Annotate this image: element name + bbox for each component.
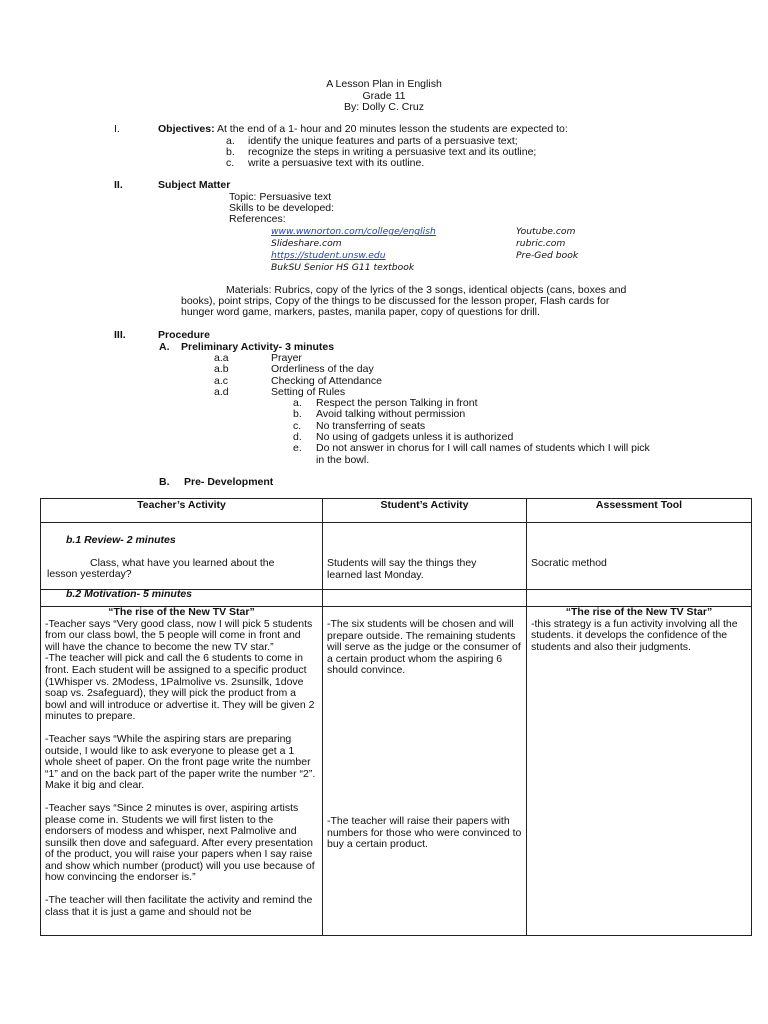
teacher-paragraph: -The teacher will pick and call the 6 students to come in front. Each student will be assigned to a specific product (1Whisper vs. 2Modess, 1Palmolive vs. 2sunsilk, 1dove soap vs. 2safeguard), they will pick the product from a bowl and will introduce or advertise it. They will be given 2 minutes to prepare.	[45, 652, 315, 723]
objectives-numeral: I.	[114, 123, 120, 135]
rule-letter: b.	[293, 408, 302, 420]
motivation-title-cell	[41, 590, 323, 607]
skills-line: Skills to be developed:	[229, 202, 335, 214]
rule-letter: d.	[293, 431, 302, 443]
rule-text: Avoid talking without permission	[316, 408, 466, 420]
subject-heading: Subject Matter	[158, 179, 231, 191]
page-title: A Lesson Plan in English	[326, 78, 442, 90]
review-teacher-cell	[41, 523, 323, 590]
tool-title: “The rise of the New TV Star”	[565, 606, 713, 618]
objective-letter: a.	[226, 135, 235, 147]
motivation-title: b.2 Motivation- 5 minutes	[66, 588, 193, 600]
step-text: Prayer	[271, 352, 302, 364]
rule-text: No using of gadgets unless it is authorized	[316, 431, 514, 443]
author-line: By: Dolly C. Cruz	[344, 101, 424, 113]
objective-item: identify the unique features and parts of a persuasive text;	[248, 135, 518, 147]
step-code: a.b	[214, 363, 229, 375]
objective-item: recognize the steps in writing a persuasive text and its outline;	[248, 146, 537, 158]
procedure-numeral: III.	[114, 329, 126, 341]
motivation-title-empty	[323, 590, 527, 607]
teacher-paragraph: -Teacher says “Since 2 minutes is over, aspiring artists please come in. Students we will first listen to the endorsers of modess and whisper, next Palmolive and sunsilk then dove and safeguard. After every presentation of the product, you will raise your papers when I say raise and show which number (product) will you use because of how convincing the endorser is.”	[45, 801, 315, 884]
subject-numeral: II.	[114, 179, 123, 191]
reference-item: Youtube.com	[516, 226, 576, 237]
motivation-title-empty	[527, 590, 752, 607]
header-assessment-tool: Assessment Tool	[527, 499, 752, 523]
motivation-teacher-cell	[41, 607, 323, 936]
rule-letter: c.	[293, 420, 302, 432]
step-text: Setting of Rules	[271, 386, 346, 398]
objective-letter: c.	[226, 157, 235, 169]
review-student-line: Students will say the things they	[327, 557, 477, 569]
references-label: References:	[229, 213, 286, 225]
tool-paragraph: -this strategy is a fun activity involving all the students. it develops the confidence of the students and also their judgments.	[531, 617, 738, 653]
table-header-row	[41, 499, 752, 523]
rule-text: Do not answer in chorus for I will call names of students which I will pick	[316, 442, 650, 454]
objectives-intro: At the end of a 1- hour and 20 minutes lesson the students are expected to:	[216, 123, 568, 135]
objectives-line	[158, 124, 568, 136]
teacher-paragraph: -Teacher says “Very good class, now I will pick 5 students from our class bowl, the 5 people will come in front and will have the chance to become the new TV star.”	[45, 617, 313, 653]
section-b-heading: Pre- Development	[184, 476, 274, 488]
table-row-motivation	[41, 607, 752, 936]
reference-item: BukSU Senior HS G11 textbook	[271, 262, 415, 273]
materials-line: hunger word game, markers, pastes, manila paper, copy of questions for drill.	[181, 306, 540, 318]
rule-letter: e.	[293, 442, 302, 454]
reference-item: Slideshare.com	[271, 238, 342, 249]
student-paragraph: -The teacher will raise their papers with numbers for those who were convinced to buy a certain product.	[327, 814, 522, 851]
student-paragraph: -The six students will be chosen and will prepare outside. The remaining students will serve as the judge or the consumer of a certain product whom the aspiring 6 should convince.	[327, 618, 521, 677]
activity-table	[40, 498, 752, 936]
review-teacher-line: Class, what have you learned about the	[90, 556, 275, 569]
section-a-letter: A.	[159, 341, 170, 353]
step-code: a.c	[214, 375, 229, 387]
rule-letter: a.	[293, 397, 302, 409]
motivation-student-cell	[323, 607, 527, 936]
materials-line: Materials: Rubrics, copy of the lyrics of the 3 songs, identical objects (cans, boxes and	[226, 284, 627, 296]
teacher-paragraph: -Teacher says “While the aspiring stars are preparing outside, I would like to ask everyone to please get a 1 whole sheet of paper. On the front page write the number “1” and on the back part of the paper write the number “2”. Make it big and clear.	[45, 732, 316, 792]
step-text: Checking of Attendance	[271, 375, 382, 387]
reference-item: rubric.com	[516, 238, 566, 249]
reference-item: Pre-Ged book	[516, 250, 579, 261]
materials-line: books), point strips, Copy of the things to be discussed for the lesson proper, Flash cards for	[181, 295, 610, 307]
grade-line: Grade 11	[362, 90, 406, 102]
review-tool-cell	[527, 523, 752, 590]
review-title: b.1 Review- 2 minutes	[66, 534, 176, 546]
review-student-line: learned last Monday.	[327, 568, 424, 581]
header-teacher-activity: Teacher’s Activity	[41, 499, 323, 523]
step-code: a.d	[214, 386, 229, 398]
table-row-motivation-title	[41, 590, 752, 607]
objective-letter: b.	[226, 146, 235, 158]
star-title: “The rise of the New TV Star”	[108, 606, 255, 618]
teacher-paragraph: -The teacher will then facilitate the activity and remind the class that it is just a game and should not be	[45, 894, 313, 918]
rule-text: No transferring of seats	[316, 420, 426, 432]
review-teacher-line: lesson yesterday?	[47, 568, 132, 581]
table-row-review	[41, 523, 752, 590]
procedure-heading: Procedure	[158, 329, 210, 341]
header-student-activity: Student’s Activity	[323, 499, 527, 523]
objective-item: write a persuasive text with its outline.	[248, 157, 425, 169]
review-student-cell	[323, 523, 527, 590]
reference-link[interactable]: www.wwnorton.com/college/english	[271, 226, 436, 237]
reference-link[interactable]: https://student.unsw.edu	[271, 250, 386, 261]
rule-text-continued: in the bowl.	[316, 454, 370, 466]
section-a-heading: Preliminary Activity- 3 minutes	[181, 341, 335, 353]
motivation-tool-cell	[527, 607, 752, 936]
step-text: Orderliness of the day	[271, 363, 374, 375]
topic-line: Topic: Persuasive text	[229, 191, 332, 203]
rule-text: Respect the person Talking in front	[316, 397, 478, 409]
step-code: a.a	[214, 352, 229, 364]
objectives-heading: Objectives:	[158, 123, 215, 135]
review-tool: Socratic method	[531, 557, 607, 569]
section-b-letter: B.	[159, 476, 170, 488]
